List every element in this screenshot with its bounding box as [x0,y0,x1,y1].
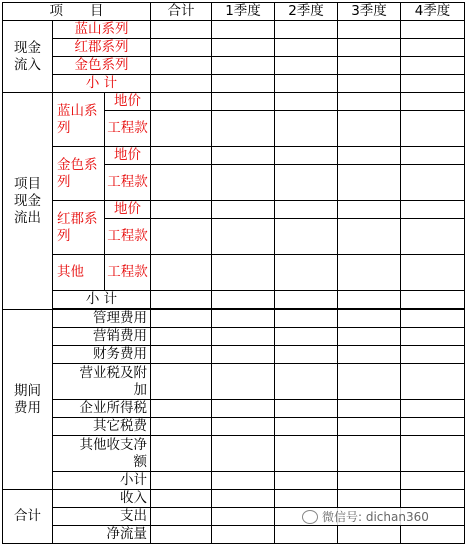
outflow-item-label: 工程款 [105,219,151,255]
outflow-group-label: 项目现金流出 [3,93,53,310]
inflow-row-label: 蓝山系列 [53,21,151,39]
period-row-label: 其它税费 [53,418,151,436]
total-row-label: 净流量 [53,526,151,544]
total-row-label: 收入 [53,490,151,508]
outflow-series-label: 其他 [53,255,105,291]
outflow-series-label: 金色系列 [53,147,105,201]
inflow-row-label: 红郡系列 [53,39,151,57]
total-group-label: 合计 [3,490,53,544]
outflow-subtotal-label: 小 计 [53,291,151,309]
header-total: 合计 [151,3,212,21]
total-row-label: 支出 [53,508,151,526]
inflow-subtotal-label: 小 计 [53,75,151,93]
header-q1: 1季度 [212,3,275,21]
cash-flow-table [2,2,465,544]
outflow-item-label: 地价 [105,93,151,111]
watermark-text: 微信号: dichan360 [322,510,429,524]
outflow-item-label: 工程款 [105,111,151,147]
period-row-label: 企业所得税 [53,400,151,418]
period-row-label: 营业税及附加 [53,364,151,400]
period-row-label: 营销费用 [53,328,151,346]
period-row-label: 其他收支净额 [53,436,151,472]
inflow-row-label: 金色系列 [53,57,151,75]
header-row [3,3,465,21]
header-q2: 2季度 [275,3,338,21]
outflow-item-label: 工程款 [105,255,151,291]
outflow-series-label: 蓝山系列 [53,93,105,147]
period-row-label: 管理费用 [53,310,151,328]
watermark [300,508,431,525]
wechat-icon [302,510,318,524]
outflow-item-label: 工程款 [105,165,151,201]
inflow-group-label: 现金流入 [3,21,53,93]
outflow-item-label: 地价 [105,201,151,219]
header-item: 项 目 [3,3,151,21]
outflow-series-label: 红郡系列 [53,201,105,255]
period-row-label: 财务费用 [53,346,151,364]
period-group-label: 期间费用 [3,310,53,490]
outflow-item-label: 地价 [105,147,151,165]
header-q3: 3季度 [338,3,401,21]
header-q4: 4季度 [401,3,465,21]
period-subtotal-label: 小计 [53,472,151,490]
